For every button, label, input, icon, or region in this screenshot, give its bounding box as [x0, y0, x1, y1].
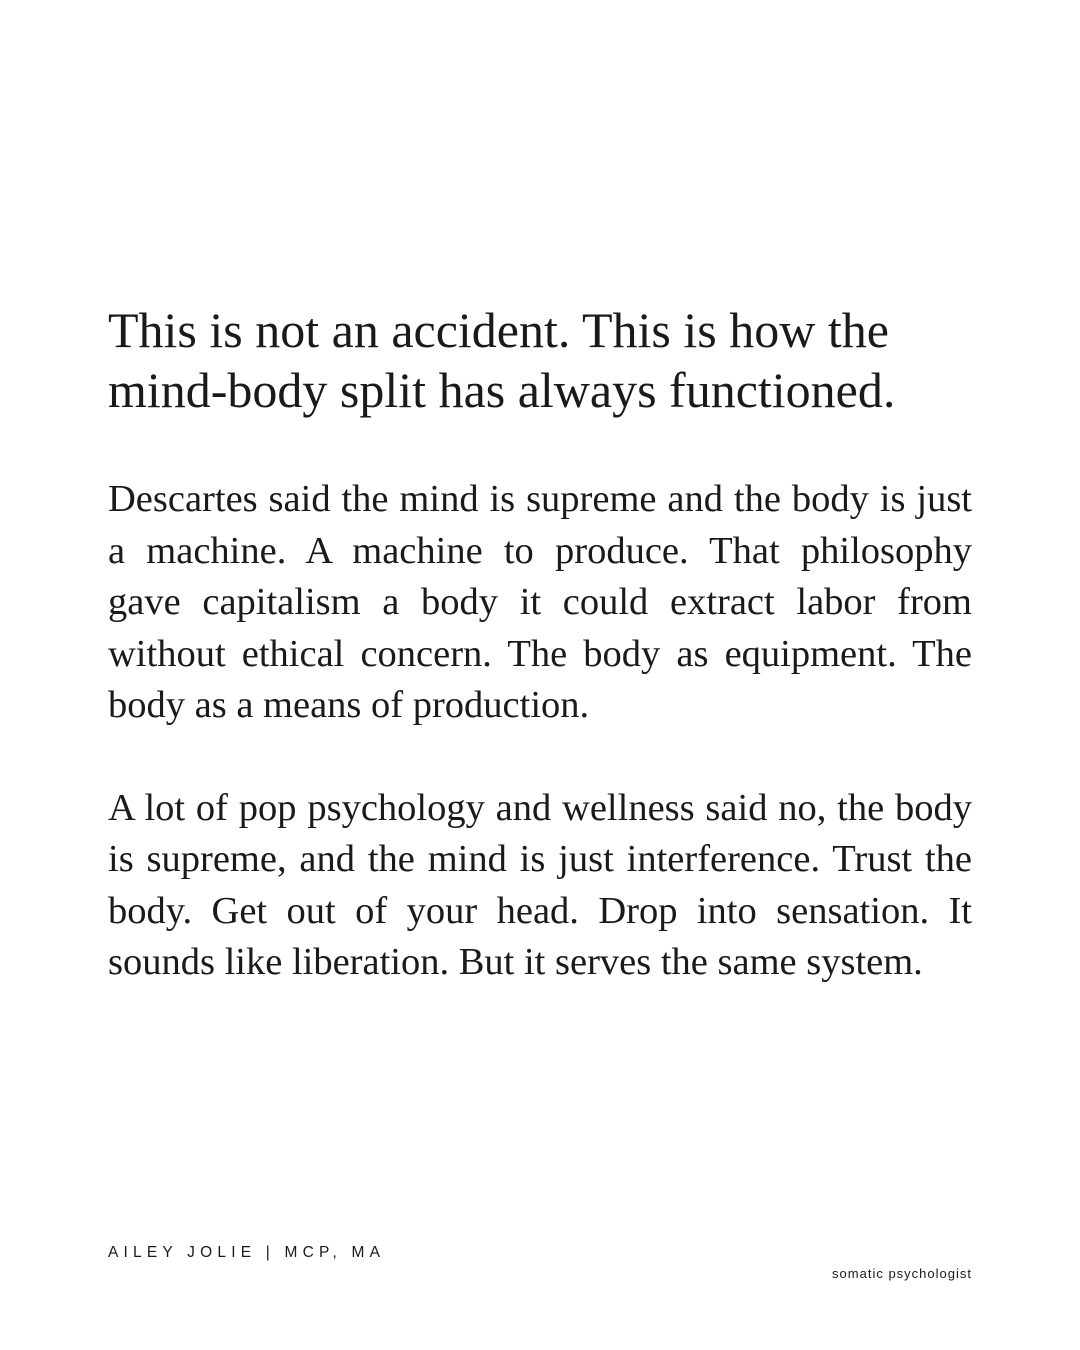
post-content: [108, 300, 972, 989]
author-credit: AILEY JOLIE | MCP, MA: [108, 1244, 386, 1261]
paragraph-pop-psychology: A lot of pop psychology and wellness said no, the body is supreme, and the mind is just interference. Trust the body. Get out of your head. Drop into sensation. It sounds like liberation. But it serves the same system.: [108, 786, 972, 983]
headline: This is not an accident. This is how the mind-body split has always functioned.: [108, 302, 896, 418]
paragraph-descartes: Descartes said the mind is supreme and the body is just a machine. A machine to produce. That philosophy gave capitalism a body it could extract labor from without ethical concern. The body as equipment. The body as a means of production.: [108, 478, 972, 726]
author-role: somatic psychologist: [832, 1266, 972, 1281]
